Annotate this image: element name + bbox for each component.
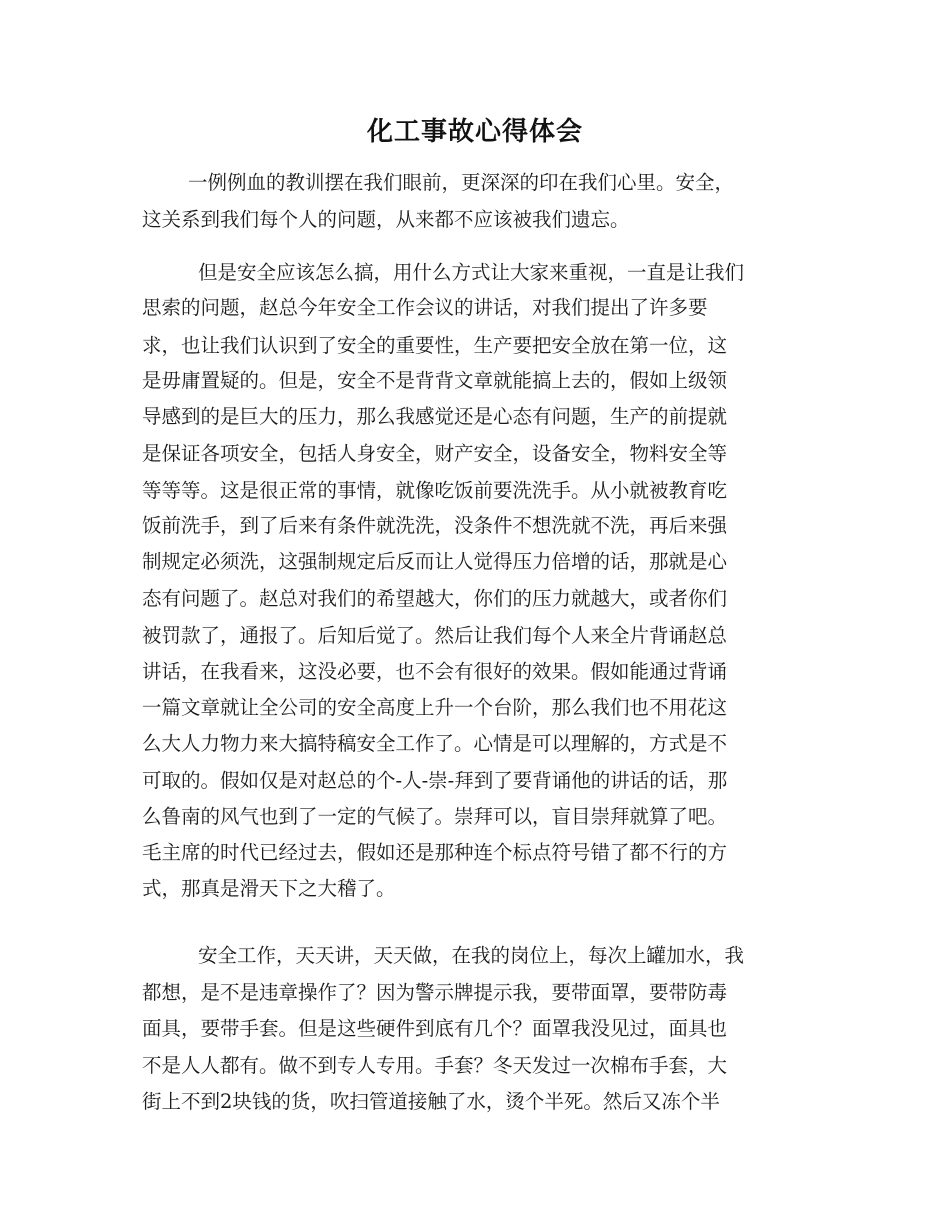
paragraph-3-line-3: 面具，要带手套。但是这些硬件到底有几个？面罩我没见过，面具也 [142,1017,728,1040]
paragraph-2-line-14: 么大人力物力来大搞特稿安全工作了。心情是可以理解的，方式是不 [142,732,728,755]
paragraph-2-line-2: 思索的问题，赵总今年安全工作会议的讲话，对我们提出了许多要 [142,296,708,319]
paragraph-2-line-10: 态有问题了。赵总对我们的希望越大，你们的压力就越大，或者你们 [142,587,728,610]
paragraph-2-line-9: 制规定必须洗，这强制规定后反而让人觉得压力倍增的话，那就是心 [142,550,728,573]
paragraph-3-line-4: 不是人人都有。做不到专人专用。手套？冬天发过一次棉布手套，大 [142,1054,728,1077]
paragraph-2-line-6: 是保证各项安全，包括人身安全，财产安全，设备安全，物料安全等 [142,442,728,465]
paragraph-2-line-12: 讲话，在我看来，这没必要，也不会有很好的效果。假如能通过背诵 [142,660,728,683]
paragraph-2-line-8: 饭前洗手，到了后来有条件就洗洗，没条件不想洗就不洗，再后来强 [142,514,728,537]
paragraph-1-line-2: 这关系到我们每个人的问题，从来都不应该被我们遗忘。 [142,208,630,231]
paragraph-2-line-17: 毛主席的时代已经过去，假如还是那种连个标点符号错了都不行的方 [142,841,728,864]
paragraph-3-line-2: 都想，是不是违章操作了？因为警示牌提示我，要带面罩，要带防毒 [142,981,728,1004]
paragraph-2-line-1: 但是安全应该怎么搞，用什么方式让大家来重视，一直是让我们 [198,261,745,284]
paragraph-2-line-4: 是毋庸置疑的。但是，安全不是背背文章就能搞上去的，假如上级领 [142,369,728,392]
paragraph-2-line-5: 导感到的是巨大的压力，那么我感觉还是心态有问题，生产的前提就 [142,405,728,428]
document-title: 化工事故心得体会 [366,117,583,147]
paragraph-2-line-3: 求，也让我们认识到了安全的重要性，生产要把安全放在第一位，这 [142,334,728,357]
paragraph-3-line-1: 安全工作，天天讲，天天做，在我的岗位上，每次上罐加水，我 [198,944,745,967]
paragraph-2-line-16: 么鲁南的风气也到了一定的气候了。崇拜可以，盲目崇拜就算了吧。 [142,805,728,828]
paragraph-1-line-1: 一例例血的教训摆在我们眼前，更深深的印在我们心里。安全， [188,171,735,194]
paragraph-2-line-13: 一篇文章就让全公司的安全高度上升一个台阶，那么我们也不用花这 [142,696,728,719]
paragraph-2-line-18: 式，那真是滑天下之大稽了。 [142,877,396,900]
paragraph-2-line-11: 被罚款了，通报了。后知后觉了。然后让我们每个人来全片背诵赵总 [142,624,728,647]
paragraph-2-line-7: 等等等。这是很正常的事情，就像吃饭前要洗洗手。从小就被教育吃 [142,479,728,502]
paragraph-3-line-5: 街上不到2块钱的货，吹扫管道接触了水，烫个半死。然后又冻个半 [142,1090,720,1113]
paragraph-2-line-15: 可取的。假如仅是对赵总的个-人-崇-拜到了要背诵他的讲话的话，那 [142,769,728,792]
